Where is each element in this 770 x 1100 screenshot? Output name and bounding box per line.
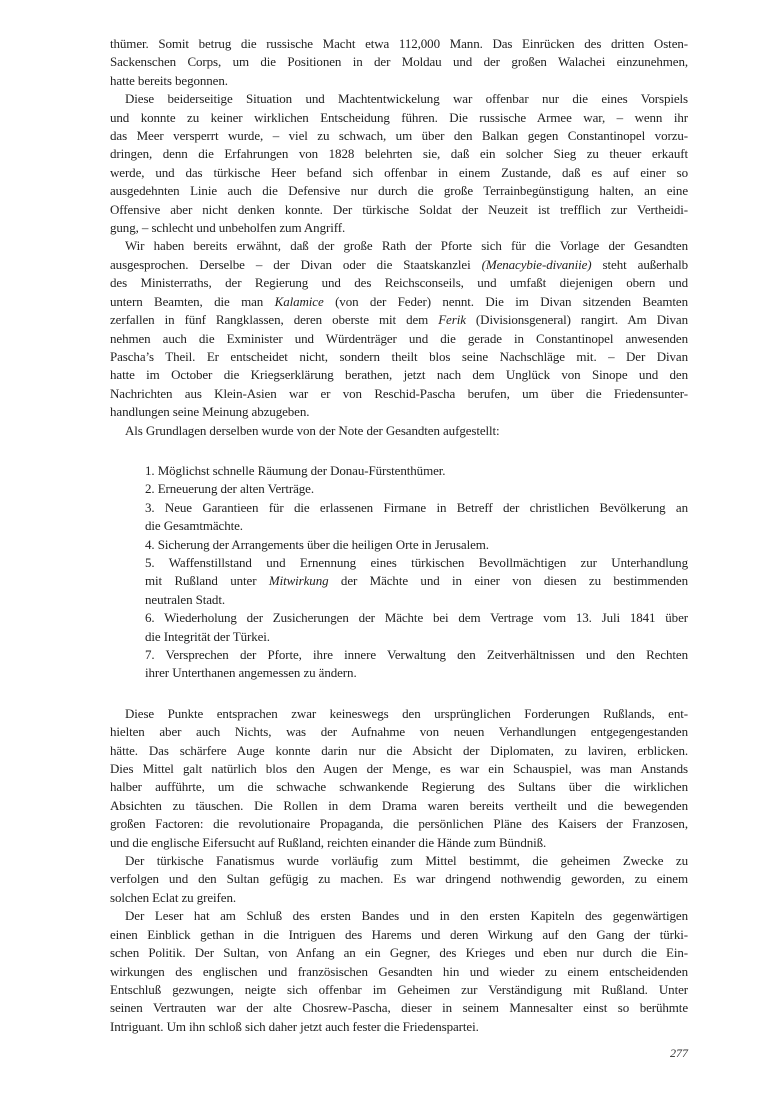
text-line: Diese beiderseitige Situation und Machtentwickelung war offenbar nur die eines Vorspiels [125,91,688,107]
text-line: untern Beamten, die man Kalamice (von der Feder) nennt. Die im Divan sitzenden Beamten [110,293,689,309]
paragraph [110,852,688,907]
text-line: wirkungen des englischen und französischen Gesandten hin und wieder zu einem entscheidenden [110,963,688,979]
text-line: seinen Vertrauten war der alte Chosrew-Pascha, dieser in seinem Mannesalter einst so berühmte [110,1000,688,1016]
text-line: verfolgen und den Sultan gefügig zu machen. Es war dringend nothwendig geworden, zu einem [110,871,688,887]
text-line: und die englische Eifersucht auf Rußland, reichten einander die Hände zum Bündniß. [110,834,547,850]
text-line: 3. Neue Garantieen für die erlassenen Firmane in Betreff der christlichen Bevölkerung an [145,499,688,515]
text-line: des Ministerraths, der Regierung und des Reichsconseils, und umfaßt diejenigen obern und [110,275,688,291]
text-line: Der türkische Fanatismus wurde vorläufig zum Mittel bestimmt, die geheimen Zwecke zu [125,853,688,869]
italic-text: Mitwirkung [268,573,329,589]
text-line: hielten aber auch Nichts, was der Aufnahme von neuen Verhandlungen entgegengestanden [110,724,688,740]
text-line: Pascha’s Theil. Er entscheidet nicht, sondern theilt blos seine Nachschläge mit. – Der Divan [110,348,688,364]
text-line: halber aufführte, um die schwache schwankende Regierung des Sultans über die wirklichen [110,779,688,795]
text-column [110,35,688,1036]
paragraph [110,237,688,421]
text-line: 7. Versprechen der Pforte, ihre innere Verwaltung den Zeitverhältnissen und den Rechten [145,647,688,662]
text-line: 2. Erneuerung der alten Verträge. [145,481,314,497]
text-line: Absichten zu täuschen. Die Rollen in dem Drama waren bereits vertheilt und die bewegenden [110,797,688,813]
text-line: thümer. Somit betrug die russische Macht etwa 112,000 Mann. Das Einrücken des dritten Osten- [110,36,688,51]
list-item [145,554,688,609]
paragraph [110,422,688,440]
list-item [145,536,688,554]
list-item [145,480,688,498]
text-line: hätte. Das schärfere Auge konnte darin nur die Absicht der Diplomaten, zu laviren, erblicken. [110,742,688,758]
text-line: gung, – schlecht und unbeholfen zum Angriff. [110,220,346,236]
text-line: großen Factoren: die revolutionaire Propaganda, die persönlichen Pläne des Kaisers der Franzosen, [110,816,688,832]
text-line: Sackenschen Corps, um die Positionen in der Moldau und der großen Walachei einzunehmen, [110,54,688,70]
text-line: ausgesprochen. Derselbe – der Divan oder die Staatskanzlei (Menacybie-divaniie) steht außerhalb [110,256,688,272]
text-line: Wir haben bereits erwähnt, daß der große Rath der Pforte sich für die Vorlage der Gesandten [125,238,688,254]
text-line: Offensive aber nicht denken konnte. Der türkische Soldat der Neuzeit ist trefflich zur Vertheidi- [110,201,688,217]
text-line: die Integrität der Türkei. [145,628,270,644]
text-line: und konnte zu keiner wirklichen Entscheidung führen. Die russische Armee war, – wenn ihr [110,109,688,125]
text-line: zerfallen in fünf Rangklassen, deren oberste mit dem Ferik (Divisionsgeneral) rangirt. Am Divan [110,312,688,328]
italic-text: Kalamice [274,293,324,309]
text-line: 1. Möglichst schnelle Räumung der Donau-Fürstenthümer. [145,462,446,478]
numbered-list [145,462,688,683]
text-line: Als Grundlagen derselben wurde von der Note der Gesandten aufgestellt: [125,422,500,438]
list-item [145,609,688,646]
text-line: nehmen auch die Exminister und Würdenträger und die gerade in Constantinopel anwesenden [110,330,688,346]
text-line: schen Politik. Der Sultan, von Anfang an ein Gegner, des Krieges und eben nur durch die Ein- [110,945,688,961]
text-line: solchen Eclat zu greifen. [110,889,236,905]
text-line: hatte bereits begonnen. [110,72,228,88]
text-line: ausgedehnten Linie auch die Defensive nur durch die große Terrainbegünstigung halten, an eine [110,183,688,199]
list-item [145,646,688,683]
page-number: 277 [670,1046,688,1060]
text-line: Entschluß gezwungen, neigte sich offenbar im Geheimen zur Verständigung mit Rußland. Unter [110,981,688,997]
text-line: 5. Waffenstillstand und Ernennung eines türkischen Bevollmächtigen zur Unterhandlung [145,554,688,570]
italic-text: (Menacybie-divaniie) [481,256,592,272]
text-line: hatte im October die Kriegserklärung berathen, jetzt nach dem Unglück von Sinope und den [110,367,688,383]
text-line: Intriguant. Um ihn schloß sich daher jetzt auch fester die Friedenspartei. [110,1018,479,1034]
text-line: werde, und das türkische Heer befand sich offenbar in einem Zustande, daß es auf einer so [110,164,688,180]
italic-text: Ferik [438,312,466,328]
text-line: Diese Punkte entsprachen zwar keineswegs den ursprünglichen Forderungen Rußlands, ent- [125,705,688,721]
text-line: mit Rußland unter Mitwirkung der Mächte und in einer von diesen zu bestimmenden [145,573,688,589]
list-item [145,499,688,536]
text-line: handlungen seine Meinung abzugeben. [110,404,310,420]
text-line: 4. Sicherung der Arrangements über die heiligen Orte in Jerusalem. [145,536,489,552]
text-line: Nachrichten aus Klein-Asien war er von Reschid-Pascha berufen, um über die Friedensunter- [110,385,688,401]
text-line: das Meer versperrt wurde, – viel zu schwach, um über den Balkan gegen Constantinopel vorzu- [110,128,688,144]
paragraph [110,90,688,237]
paragraph [110,705,688,852]
text-line: neutralen Stadt. [145,591,225,607]
paragraph [110,35,688,90]
text-line: 6. Wiederholung der Zusicherungen der Mächte bei dem Vertrage vom 13. Juli 1841 über [145,610,688,626]
paragraph [110,907,688,1036]
text-line: ihrer Unterthanen angemessen zu ändern. [145,665,357,681]
text-line: dringen, denn die Erfahrungen von 1828 belehrten sie, daß ein solcher Sieg zu theuer erkauft [110,146,688,162]
text-line: die Gesamtmächte. [145,518,243,534]
text-line: einen Einblick gethan in die Intriguen des Harems und deren Wirkung auf den Gang der türki- [110,926,688,942]
list-item [145,462,688,480]
text-line: Dies Mittel galt natürlich blos den Augen der Menge, es war ein Schauspiel, was man Anstands [110,761,688,777]
text-line: Der Leser hat am Schluß des ersten Bandes und in den ersten Kapiteln des gegenwärtigen [125,908,688,924]
